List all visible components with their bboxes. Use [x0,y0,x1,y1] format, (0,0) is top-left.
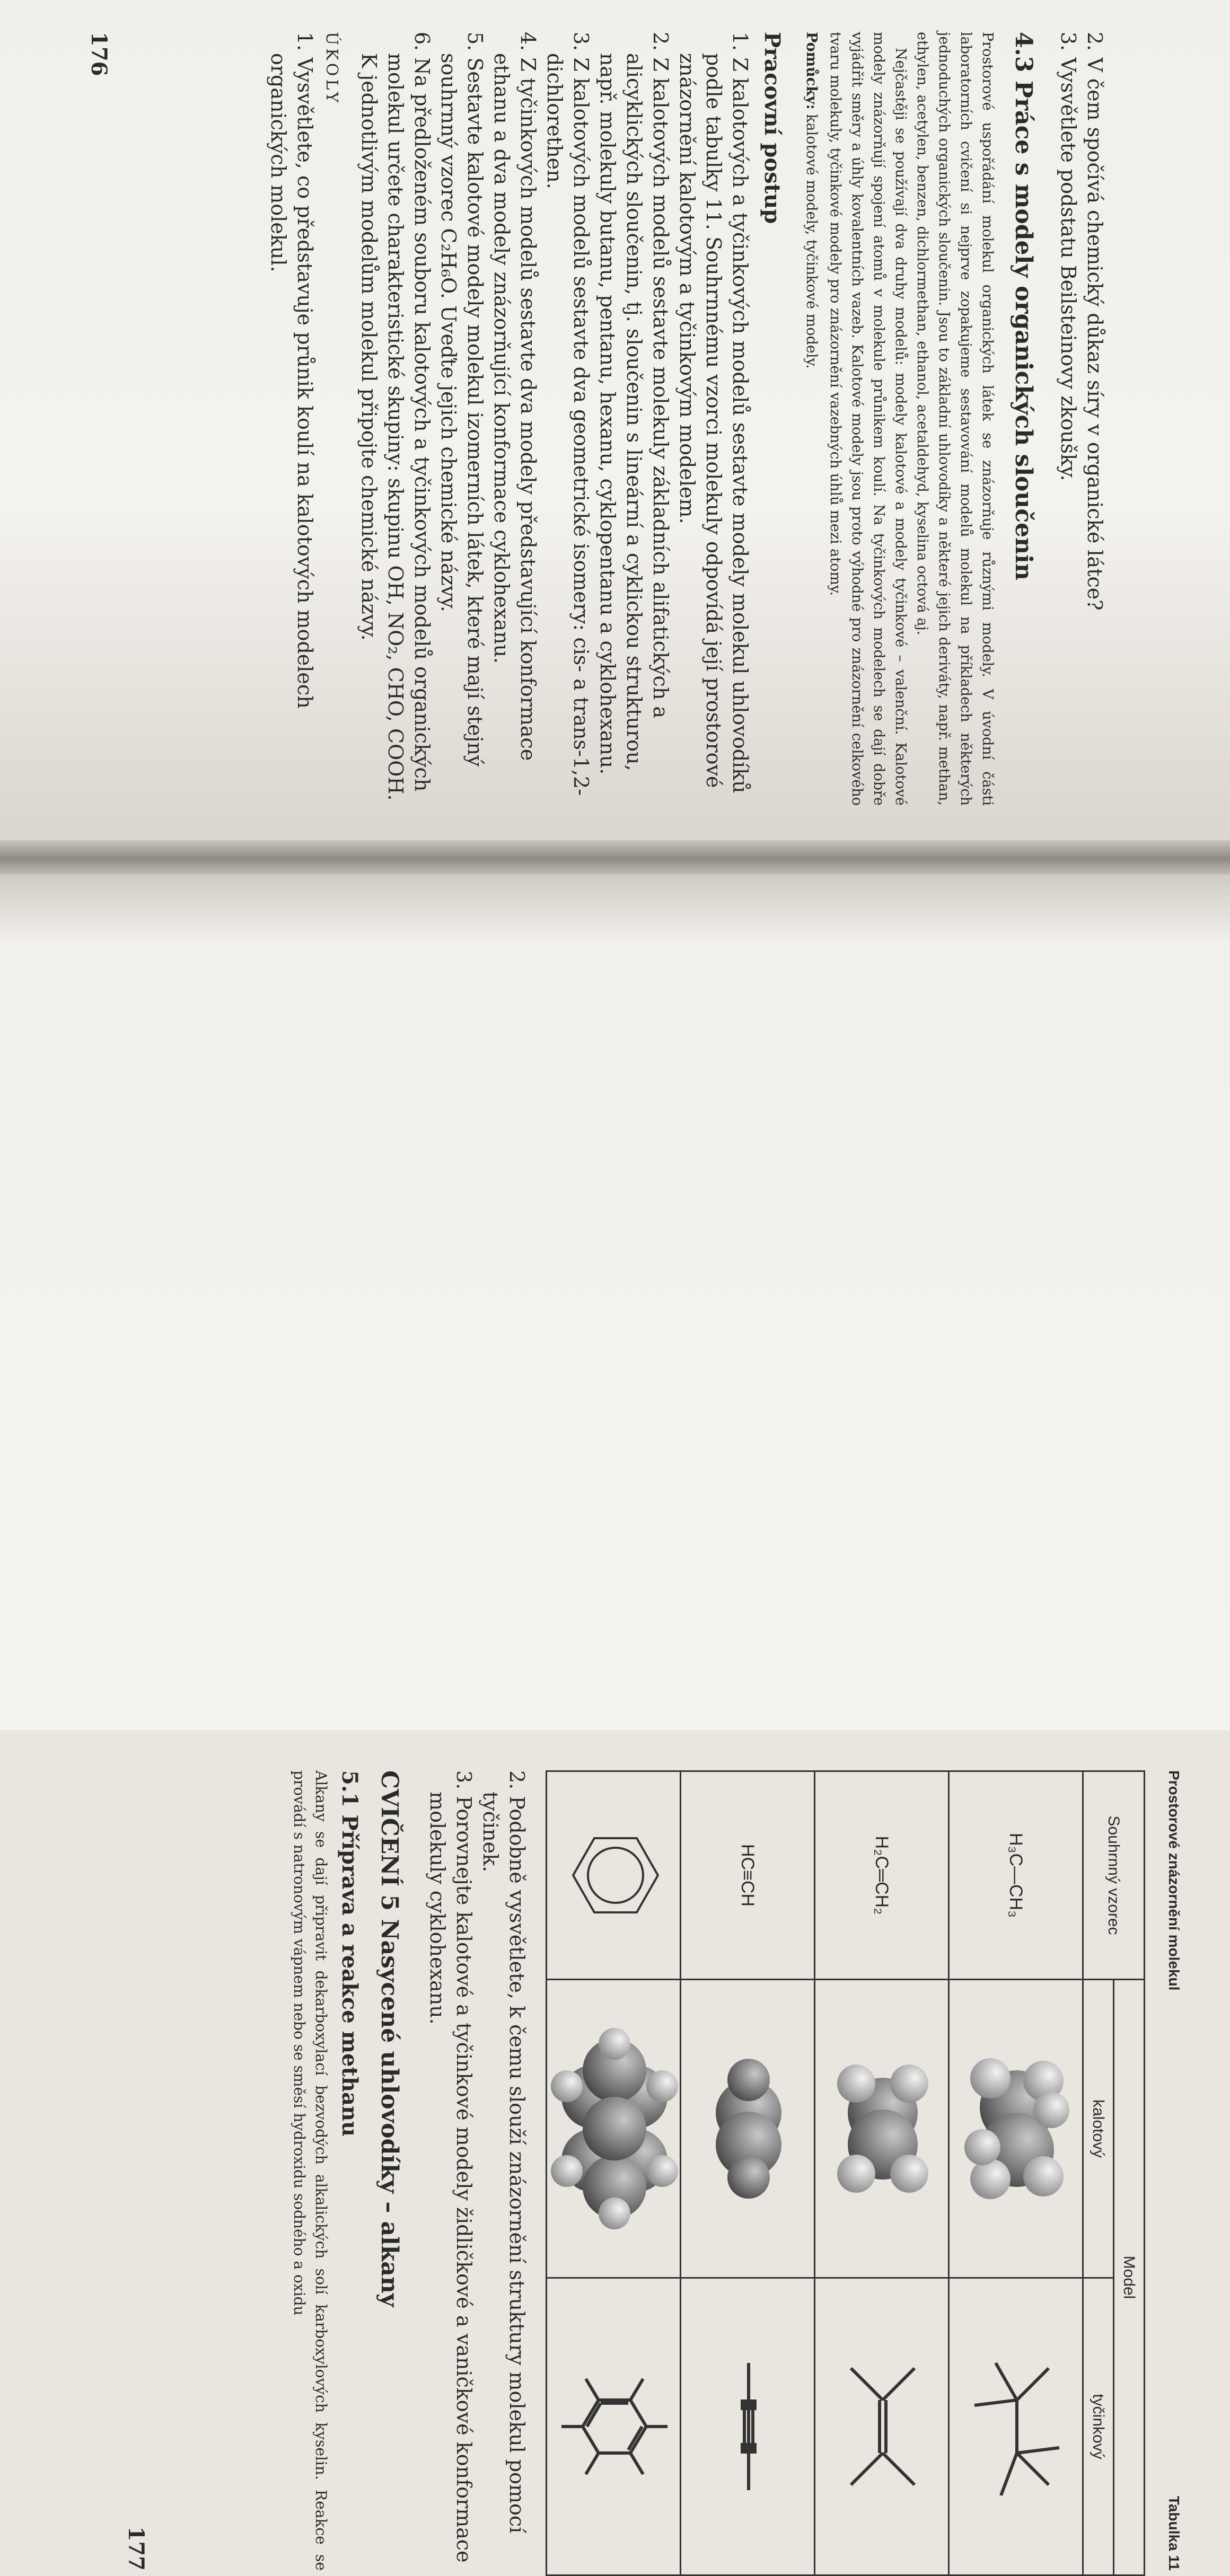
space-filling-model-ethane [959,2049,1076,2208]
stick-benzene [547,2278,681,2575]
space-filling-ethane [949,1980,1083,2278]
header-model: Model [1114,1980,1145,2575]
molecule-table [546,1770,1145,2571]
question-2: 2. V čem spočívá chemický důkaz síry v organické látce? [1083,32,1106,611]
formula-ethane: H₃C—CH₃ [949,1771,1083,1980]
table-row [547,1771,681,2575]
left-page-content [85,32,1108,806]
procedure-step: 1. Z kalotových a tyčinkových modelů sestavte modely molekul uhlovodíků podle tabulky 11. Souhrnnému vzorci molekuly odpovídá její prostorové znázornění kalotovým a tyčinkovým modelem. [675,32,752,793]
space-filling-model-acetylene [691,2039,807,2219]
stick-model-acetylene [691,2342,807,2511]
stick-acetylene [681,2278,815,2575]
stick-model-ethane [959,2342,1076,2511]
tasks-heading: ÚKOLY [322,32,341,106]
section-title: 4.3 Práce s modely organických sloučenin [1010,32,1037,580]
formula-benzene [547,1771,681,1980]
running-head: Prostorové znázornění molekul [1166,1770,1182,1991]
left-page [0,0,1230,843]
procedure-step: 2. Z kalotových modelů sestavte molekuly základních alifatických a alicyklických sloučenin, tj. sloučenin s lineární a cyklickou strukturou, např. molekuly butanu, pentanu, hexanu, cyklopentanu a cyklohexanu. [596,32,672,775]
formula-ethylene: H₂C═CH₂ [815,1771,949,1980]
stick-ethylene [815,2278,949,2575]
page-number: 176 [86,32,111,76]
aids-text: kalotové modely, tyčinkové modely. [803,109,820,369]
header-kalotovy: kalotový [1083,1980,1114,2278]
aids-line [801,32,822,806]
question-2-right: 2. Podobně vysvětlete, k čemu slouží znázornění struktury molekul pomocí tyčinek. [479,1770,529,2534]
right-page-content [101,1770,1182,2571]
table-row [815,1771,949,2575]
formula-acetylene: HC≡CH [681,1771,815,1980]
page-number-right: 177 [124,2526,148,2571]
space-filling-benzene [547,1980,681,2278]
exercise-title: CVIČENÍ 5 Nasycené uhlovodíky – alkany [376,1770,403,2307]
exercise-paragraph: Alkany se dají připravit dekarboxylací bezvodých alkalických solí karboxylových kyselin. Reakce se provádí s natronovým vápnem nebo se směsí hydroxidu sodného a oxidu [291,1770,330,2571]
aids-label: Pomůcky: [803,32,820,110]
space-filling-ethylene [815,1980,949,2278]
stick-model-ethylene [825,2342,942,2511]
task-1: 1. Vysvětlete, co představuje průnik koulí na kalotových modelech organických molekul. [267,32,317,709]
benzene-ring-icon [563,1822,669,1928]
table-row [681,1771,815,2575]
intro-paragraph-1: Prostorové uspořádání molekul organických látek se znázorňuje různými modely. V úvodní části laboratorních cvičení si nejprve zopakujeme sestavování modelů molekul na příkladech některých jednoduchých organických sloučenin. Jsou to základní uhlovodíky a některé jejich deriváty, např. methan, ethylen, acetylen, benzen, dichlormethan, ethanol, acetaldehyd, kyselina octová aj. [914,32,996,806]
question-3: 3. Vysvětlete podstatu Beilsteinovy zkoušky. [1057,32,1080,481]
header-tycinkovy: tyčinkový [1083,2278,1114,2575]
right-page-text [288,1770,530,2571]
procedure-step: 6. Na předloženém souboru kalotových a tyčinkových modelů organických molekul určete charakteristické skupiny: skupinu OH, NO₂, CHO, COOH. K jednotlivým modelům molekul připojte chemické názvy. [357,32,434,801]
running-head-row [1165,1770,1182,2571]
procedure-step: 4. Z tyčinkových modelů sestavte dva modely představující konformace ethanu a dva modely znázorňující konformace cyklohexanu. [490,32,540,761]
question-3-right: 3. Porovnejte kalotové a tyčinkové modely židličkové a vaničkové konformace molekuly cyklohexanu. [426,1770,476,2563]
table-label: Tabulka 11 [1166,2495,1182,2571]
header-formula: Souhrnný vzorec [1083,1771,1145,1980]
stick-ethane [949,2278,1083,2575]
procedure-title: Pracovní postup [760,32,785,224]
space-filling-model-benzene [551,2028,679,2229]
right-page [0,875,1230,2571]
subsection-title: 5.1 Příprava a reakce methanu [337,1770,362,2137]
table-row [949,1771,1083,2575]
book-gutter [0,840,1230,877]
space-filling-acetylene [681,1980,815,2278]
space-filling-model-ethylene [825,2049,942,2208]
procedure-step: 5. Sestavte kalotové modely molekul izomerních látek, které mají stejný souhrnný vzorec C₂H₆O. Uveďte jejich chemické názvy. [437,32,487,767]
intro-paragraph-2: Nejčastěji se používají dva druhy modelů: modely kalotové a modely tyčinkové – valenční. Kalotové modely znázorňují spojení atomů v molekule průnikem koulí. Na tyčinkových modelech se dají dobře vyjádřit směry a úhly kovalentních vazeb. Kalotové modely jsou proto výhodné pro znázornění celkového tvaru molekuly, tyčinkové modely pro znázornění vazebných úhlů mezi atomy. [827,32,909,806]
procedure-step: 3. Z kalotových modelů sestavte dva geometrické isomery: cis- a trans-1,2-dichlorethen. [543,32,593,796]
stick-model-benzene [551,2342,679,2511]
